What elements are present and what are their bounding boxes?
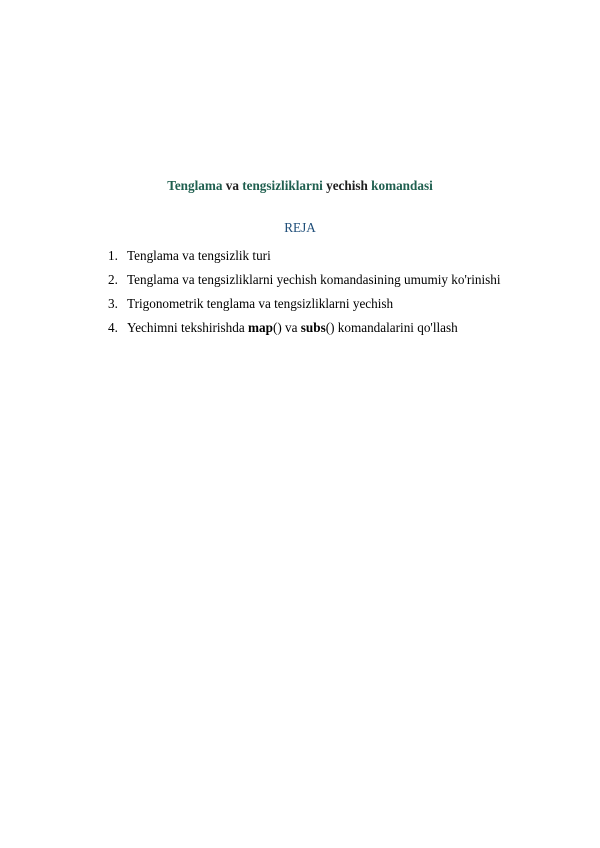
title-part-yechish: yechish [322,178,372,193]
plan-item-text: Trigonometrik tenglama va tengsizliklarni yechish [127,296,394,311]
plan-item-number: 3. [108,296,118,311]
plan-item-text: Tenglama va tengsizliklarni yechish komandasining umumiy ko'rinishi [127,272,501,287]
subs-command: subs [300,320,326,335]
title-part-tenglama: Tenglama [167,178,223,193]
plan-item-3 [108,295,501,319]
document-title [0,178,600,194]
plan-item-2 [108,271,501,295]
title-part-tengsizliklarni: tengsizliklarni [242,178,323,193]
plan-item-text-end: () komandalarini qo'llash [325,320,458,335]
map-command: map [248,320,273,335]
plan-item-text-start: Yechimni tekshirishda [127,320,249,335]
plan-item-number: 1. [108,248,118,263]
title-part-va: va [222,178,243,193]
plan-heading: REJA [284,220,316,235]
plan-item-text: Tenglama va tengsizlik turi [127,248,271,263]
plan-item-1 [108,247,501,271]
title-part-komandasi: komandasi [371,178,433,193]
plan-item-number: 2. [108,272,118,287]
plan-item-number: 4. [108,320,118,335]
plan-list [108,247,501,343]
plan-item-4 [108,319,501,343]
plan-item-text-middle: () va [272,320,301,335]
